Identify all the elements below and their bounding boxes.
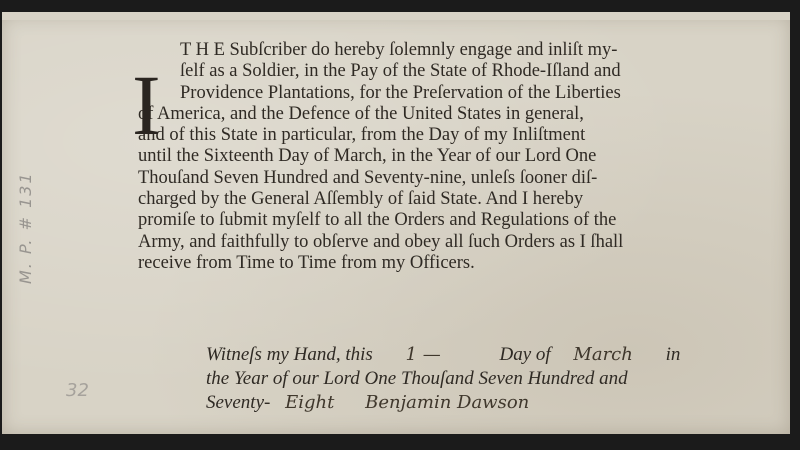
witness-text: the Year of our Lord One Thouſand Seven Hundred and	[206, 368, 628, 389]
handwritten-day: 1 —	[405, 344, 441, 365]
drop-cap: I	[132, 57, 161, 153]
document-sheet	[2, 16, 790, 434]
signature: Benjamin Dawson	[365, 392, 530, 413]
witness-line-1	[206, 343, 766, 367]
text-line: Thouſand Seven Hundred and Seventy-nine, unleſs ſooner diſ-	[138, 167, 598, 188]
handwritten-year: Eight	[285, 392, 335, 413]
paper-edge	[2, 12, 790, 20]
text-line: receive from Time to Time from my Officers.	[138, 252, 475, 273]
text-line: of America, and the Defence of the United States in general,	[138, 103, 584, 124]
text-line: promiſe to ſubmit myſelf to all the Orders and Regulations of the	[138, 210, 617, 231]
pencil-number: 32	[66, 380, 89, 401]
witness-line-3	[206, 391, 766, 415]
pencil-catalog-note: M. P. # 131	[16, 171, 35, 284]
witness-text: in	[665, 344, 681, 365]
text-line: Army, and faithfully to obſerve and obey all ſuch Orders as I ſhall	[138, 231, 624, 252]
text-line: T H E Subſcriber do hereby ſolemnly engage and inliſt my-	[180, 40, 618, 60]
text-line: ſelf as a Soldier, in the Pay of the State of Rhode-Iſland and	[180, 61, 621, 82]
witness-text: Witneſs my Hand, this	[206, 344, 373, 365]
handwritten-month: March	[573, 344, 633, 365]
witness-text: Day of	[499, 344, 551, 365]
text-line: until the Sixteenth Day of March, in the Year of our Lord One	[138, 146, 597, 167]
witness-text: Seventy-	[206, 392, 271, 413]
witness-line-2	[206, 367, 766, 391]
text-line: charged by the General Aſſembly of ſaid State. And I hereby	[138, 189, 584, 210]
text-line: and of this State in particular, from the Day of my Inliſtment	[138, 125, 586, 146]
witness-block	[206, 343, 766, 415]
text-line: Providence Plantations, for the Preſervation of the Liberties	[180, 82, 621, 103]
enlistment-text	[132, 40, 768, 274]
